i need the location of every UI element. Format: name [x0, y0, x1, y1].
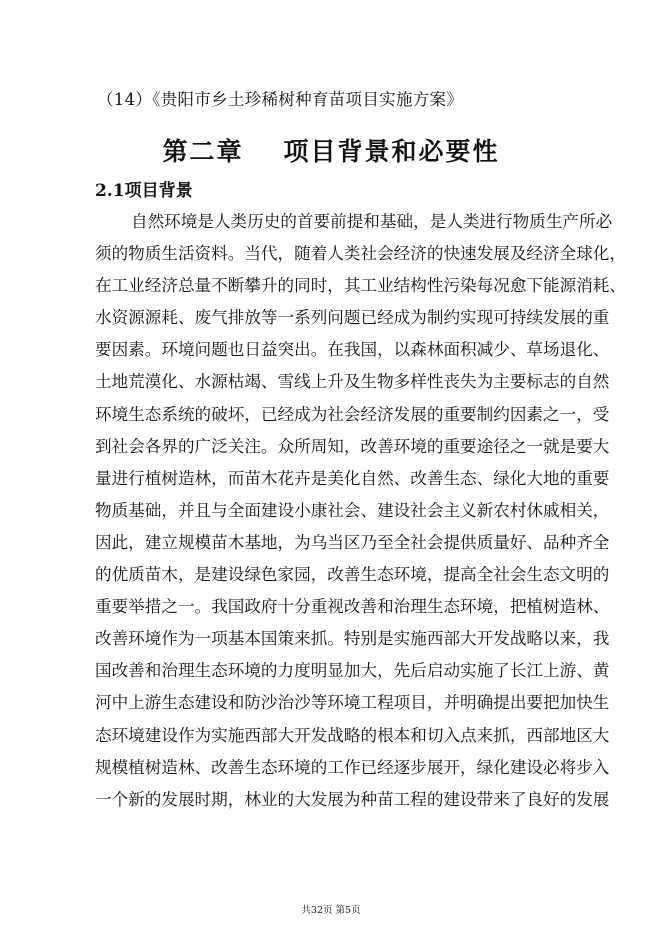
- paragraph-line: 自然环境是人类历史的首要前提和基础，是人类进行物质生产所必: [131, 212, 613, 231]
- paragraph-line: 重要举措之一。我国政府十分重视改善和治理生态环境，把植树造林、: [95, 597, 610, 617]
- paragraph-line: 一个新的发展时期，林业的大发展为种苗工程的建设带来了良好的发展: [95, 789, 610, 809]
- reference-line: （14）《贵阳市乡土珍稀树种育苗项目实施方案》: [97, 90, 464, 109]
- page-footer: 共32页 第5页: [301, 905, 361, 916]
- body-paragraph: [95, 206, 626, 816]
- paragraph-line: 要因素。环境问题也日益突出。在我国，以森林面积减少、草场退化、: [95, 340, 610, 360]
- paragraph-line: 河中上游生态建设和防沙治沙等环境工程项目，并明确提出要把加快生: [95, 693, 610, 713]
- paragraph-line: 量进行植树造林，而苗木花卉是美化自然、改善生态、绿化大地的重要: [95, 468, 610, 488]
- paragraph-line: 在工业经济总量不断攀升的同时，其工业结构性污染每况愈下能源消耗、: [95, 276, 626, 296]
- paragraph-line: 到社会各界的广泛关注。众所周知，改善环境的重要途径之一就是要大: [95, 436, 610, 456]
- paragraph-line: 水资源源耗、废气排放等一系列问题已经成为制约实现可持续发展的重: [95, 308, 610, 328]
- section-heading: 2.1项目背景: [95, 181, 193, 201]
- paragraph-line: 国改善和治理生态环境的力度明显加大，先后启动实施了长江上游、黄: [95, 661, 610, 681]
- paragraph-line: 的优质苗木，是建设绿色家园，改善生态环境，提高全社会生态文明的: [95, 565, 610, 585]
- chapter-title: 项目背景和必要性: [283, 137, 500, 166]
- paragraph-line: 环境生态系统的破坏，已经成为社会经济发展的重要制约因素之一，受: [95, 404, 610, 424]
- chapter-number: 第二章: [162, 137, 244, 166]
- paragraph-line: 须的物质生活资料。当代，随着人类社会经济的快速发展及经济全球化，: [95, 244, 626, 264]
- paragraph-line: 规模植树造林、改善生态环境的工作已经逐步展开，绿化建设必将步入: [95, 757, 610, 777]
- paragraph-line: 因此，建立规模苗木基地，为乌当区乃至全社会提供质量好、品种齐全: [95, 532, 610, 552]
- chapter-heading: [0, 132, 662, 168]
- paragraph-line: 态环境建设作为实施西部大开发战略的根本和切入点来抓，西部地区大: [95, 725, 610, 745]
- paragraph-line: 土地荒漠化、水源枯竭、雪线上升及生物多样性丧失为主要标志的自然: [95, 372, 610, 392]
- paragraph-line: 改善环境作为一项基本国策来抓。特别是实施西部大开发战略以来，我: [95, 629, 610, 649]
- paragraph-line: 物质基础，并且与全面建设小康社会、建设社会主义新农村休戚相关，: [95, 500, 610, 520]
